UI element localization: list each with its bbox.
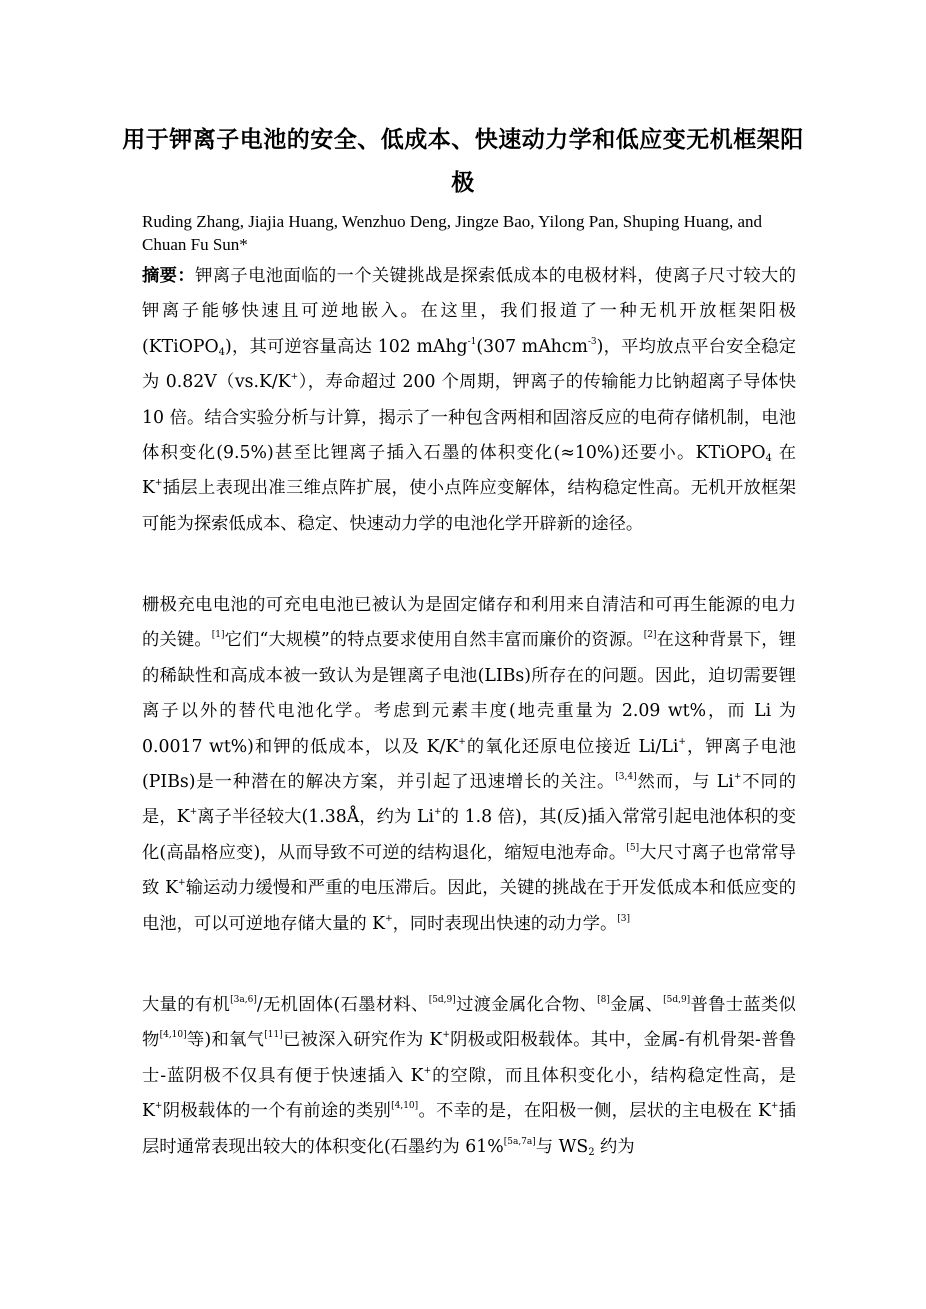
abstract-label: 摘要： [142,266,196,286]
citation-ref: [5a,7a] [503,1136,536,1147]
subscript: 2 [588,1146,595,1158]
body-text: 的氧化还原电位接近 Li/Li [465,736,679,757]
body-text: 输运动力缓慢和严重的电压滞后。因此，关键的挑战在于开发低成本和低应变的电池，可以可逆地存储大量的 K [142,878,796,934]
superscript: + [434,807,442,818]
body-text: 大尺寸离子也常常导致 K [142,842,796,899]
superscript: + [423,1065,432,1076]
citation-ref: [3] [617,913,631,924]
citation-ref: [3a,6] [230,995,257,1005]
body-text: 金属、 [609,995,664,1015]
body-text: 它们“大规模”的特点要求使用自然丰富而廉价的资源。 [224,630,644,651]
citation-ref: [1] [211,630,225,641]
superscript: + [442,1030,450,1041]
body-text: 阴极或阳极载体。其中，金属-有机骨架-普鲁士-蓝阴极不仅具有便于快速插入 K [142,1030,796,1086]
body-text: /无机固体(石墨材料、 [256,995,429,1015]
superscript: + [458,736,466,747]
citation-ref: [5] [626,842,640,853]
citation-ref: [5d,9] [663,995,691,1005]
body-text: ，钾离子电池(PIBs)是一种潜在的解决方案，并引起了迅速增长的关注。 [142,736,796,793]
superscript: -1 [467,336,477,347]
intro-paragraph-2 [142,988,796,1165]
superscript: + [154,478,163,489]
body-text: 。不幸的是，在阳极一侧，层状的主电极在 K [418,1101,771,1122]
body-text: 与 WS [535,1136,589,1157]
abstract-text: 钾离子电池面临的一个关键挑战是探索低成本的电极材料，使离子尺寸较大的钾离子能够快速且可逆地嵌入。在这里，我们报道了一种无机开放框架阳极(KTiOPO [142,266,796,357]
citation-ref: [5d,9] [428,995,456,1005]
body-text: 栅极充电电池的可充电电池已被认为是固定储存和利用来自清洁和可再生能源的电力的关键。 [142,595,796,651]
superscript: + [733,772,742,783]
author-list: Ruding Zhang, Jiajia Huang, Wenzhuo Deng, Jingze Bao, Yilong Pan, Shuping Huang, and Chuan Fu Sun* [142,212,762,254]
body-text: 等)和氧气 [186,1030,265,1051]
abstract-text: ），寿命超过 200 个周期，钾离子的传输能力比钠超离子导体快 10 倍。结合实验分析与计算，揭示了一种包含两相和固溶反应的电荷存储机制，电池体积变化(9.5%)甚至比锂离子插入石墨的体积变化(≈10%)还要小。KTiOPO [142,372,797,464]
body-text: 然而，与 Li [636,772,734,793]
body-text: 离子半径较大(1.38Å，约为 Li [197,807,434,828]
superscript: + [154,1101,163,1112]
intro-paragraph-1 [142,588,796,942]
superscript: + [770,1101,779,1112]
abstract-text: )，其可逆容量高达 102 mAhg [225,336,468,357]
superscript: + [678,736,686,747]
citation-ref: [4,10] [391,1101,419,1112]
body-text: 的空隙，而且体积变化小，结构稳定性高，是 K [142,1065,796,1122]
body-text: 已被深入研究作为 K [282,1030,443,1051]
body-text: 阴极载体的一个有前途的类别 [162,1101,392,1122]
abstract-text: 在 K [142,443,796,499]
superscript: + [178,878,186,889]
abstract-text: )，平均放点平台安全稳定为 0.82V（vs.K/K [142,336,796,393]
body-text: 不同的是，K [142,772,796,828]
body-text: 普鲁士蓝类似物 [142,995,796,1051]
superscript: -3 [587,336,597,347]
body-text: 插层时通常表现出较大的体积变化(石墨约为 61% [142,1101,796,1157]
subscript: 4 [765,453,772,465]
body-text: ，同时表现出快速的动力学。 [392,913,618,934]
superscript: + [290,372,299,383]
body-text: 的 1.8 倍)，其(反)插入常常引起电池体积的变化(高晶格应变)，从而导致不可逆的结构退化，缩短电池寿命。 [142,807,796,863]
abstract-paragraph [142,259,796,542]
subscript: 4 [218,346,226,358]
body-text: 约为 [594,1136,635,1157]
citation-ref: [11] [264,1030,283,1041]
citation-ref: [3,4] [615,772,637,783]
abstract-text: 插层上表现出准三维点阵扩展，使小点阵应变解体，结构稳定性高。无机开放框架可能为探索低成本、稳定、快速动力学的电池化学开辟新的途径。 [142,478,796,534]
body-text: 在这种背景下，锂的稀缺性和高成本被一致认为是锂离子电池(LIBs)所存在的问题。因此，迫切需要锂离子以外的替代电池化学。考虑到元素丰度(地壳重量为 2.09 wt%，而 Li 为 0.0017 wt%)和钾的低成本，以及 K/K [142,630,796,757]
abstract-text: (307 mAhcm [476,336,588,357]
paper-title: 用于钾离子电池的安全、低成本、快速动力学和低应变无机框架阳极 [122,126,804,196]
body-text: 大量的有机 [142,995,231,1015]
superscript: + [189,807,198,818]
citation-ref: [8] [597,995,610,1005]
body-text: 过渡金属化合物、 [455,995,598,1015]
citation-ref: [2] [643,630,657,641]
superscript: + [385,913,393,924]
citation-ref: [4,10] [159,1030,187,1041]
